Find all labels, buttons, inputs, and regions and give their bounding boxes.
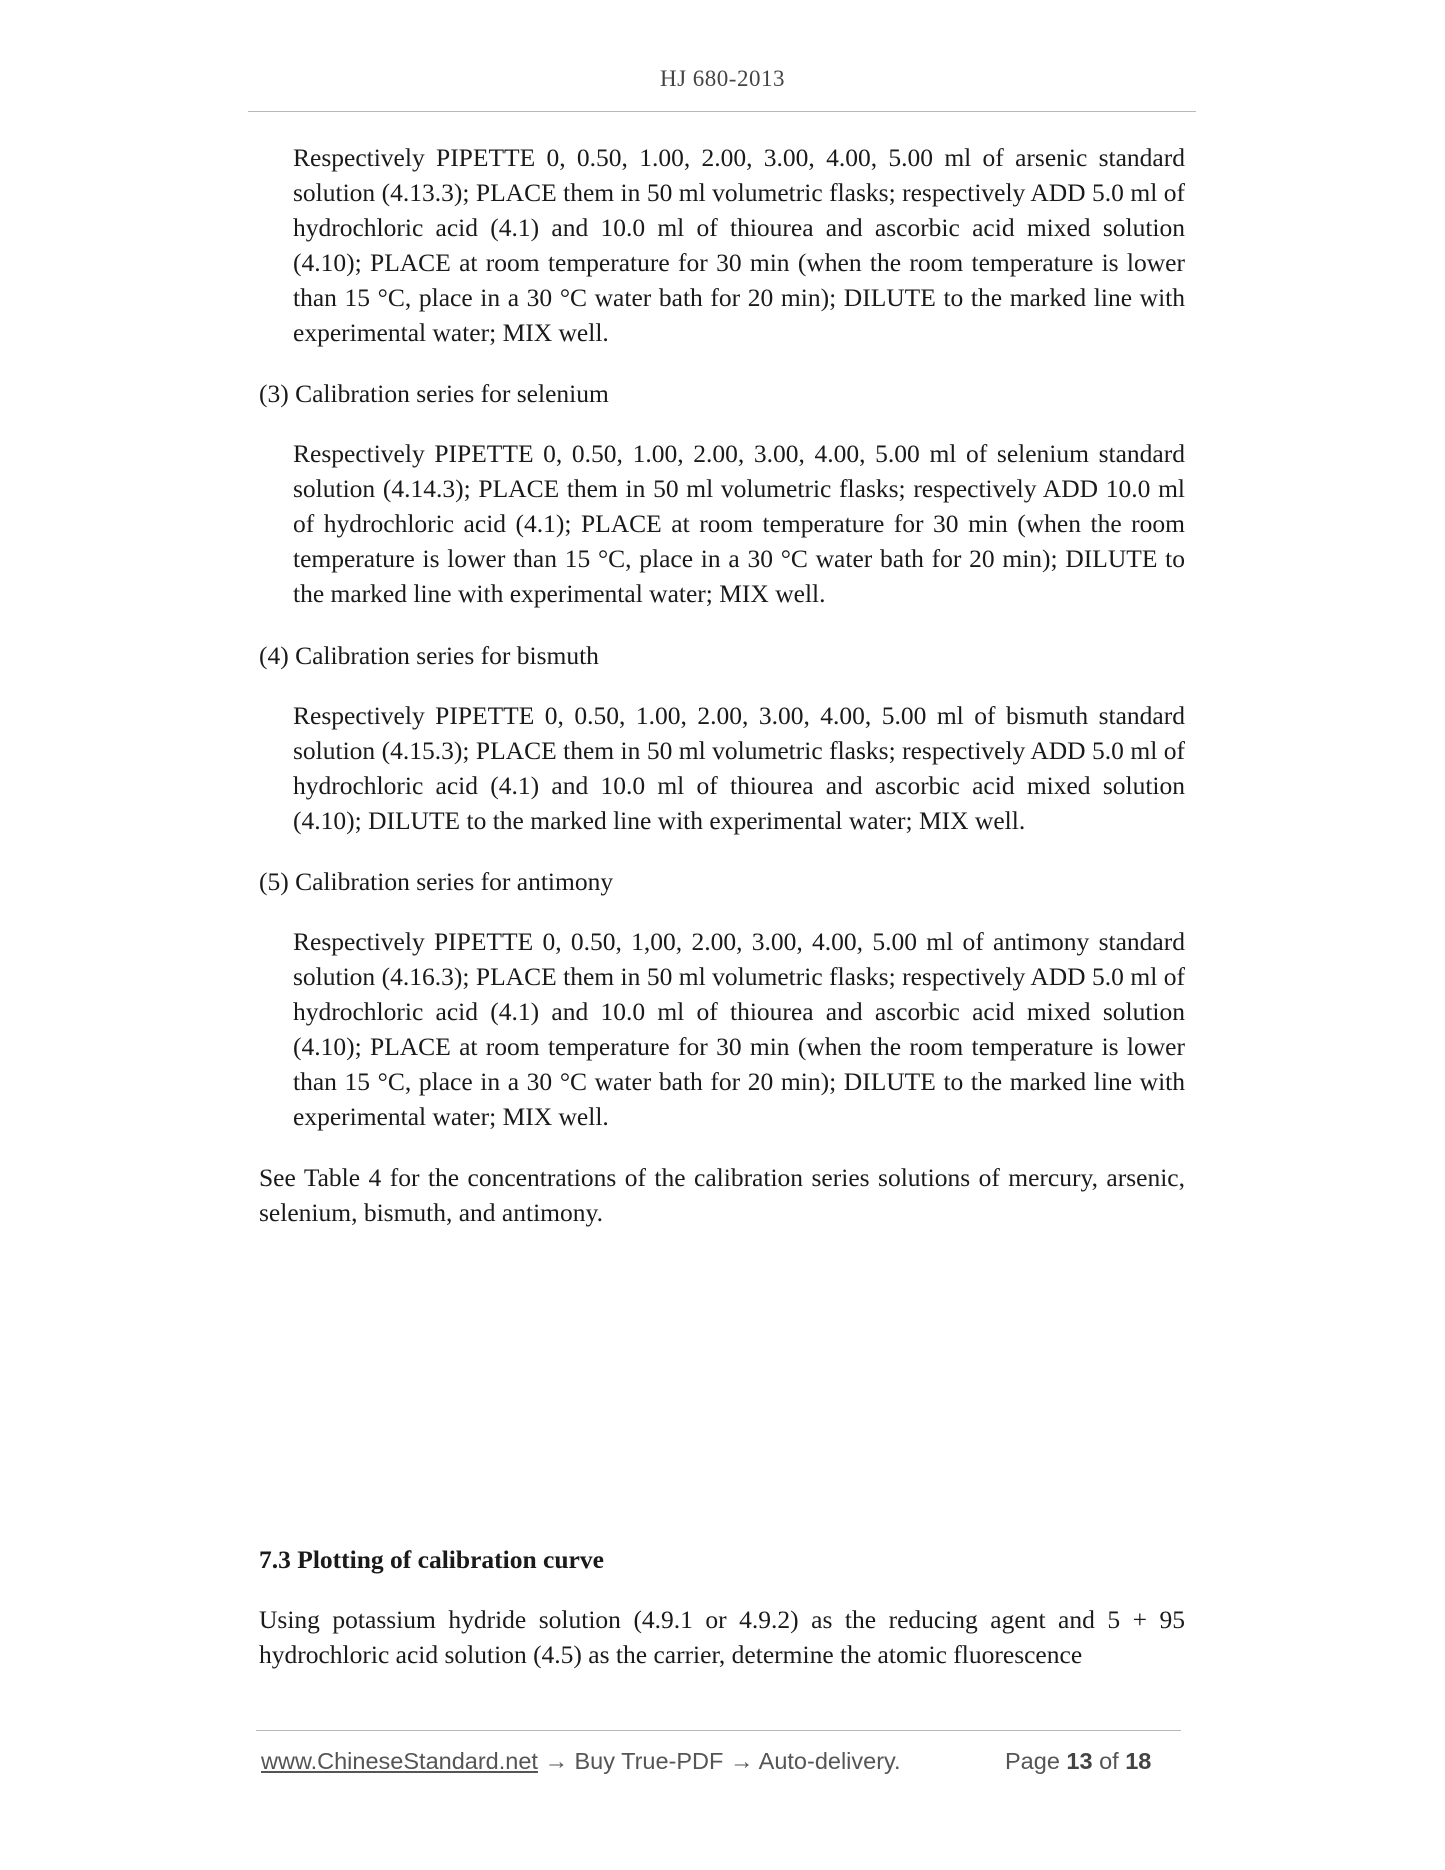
total-pages: 18 [1125, 1748, 1152, 1774]
website-link[interactable]: www.ChineseStandard.net [261, 1748, 538, 1774]
of-label: of [1099, 1748, 1119, 1774]
page-indicator [1005, 1748, 1151, 1775]
page-footer [261, 1748, 1181, 1775]
page-header: HJ 680-2013 [660, 66, 785, 91]
paragraph-arsenic: Respectively PIPETTE 0, 0.50, 1.00, 2.00, 3.00, 4.00, 5.00 ml of arsenic standard solution (4.13.3); PLACE them in 50 ml volumetric flasks; respectively ADD 5.0 ml of hydrochloric acid (4.1) and 10.0 ml of thiourea and ascorbic acid mixed solution (4.10); PLACE at room temperature for 30 min (when the room temperature is lower than 15 °C, place in a 30 °C water bath for 20 min); DILUTE to the marked line with experimental water; MIX well. [293, 143, 1185, 347]
paragraph-bismuth: Respectively PIPETTE 0, 0.50, 1.00, 2.00, 3.00, 4.00, 5.00 ml of bismuth standard solution (4.15.3); PLACE them in 50 ml volumetric flasks; respectively ADD 5.0 ml of hydrochloric acid (4.1) and 10.0 ml of thiourea and ascorbic acid mixed solution (4.10); DILUTE to the marked line with experimental water; MIX well. [293, 701, 1185, 835]
heading-selenium: (3) Calibration series for selenium [259, 379, 609, 408]
footer-divider [256, 1730, 1181, 1731]
heading-antimony: (5) Calibration series for antimony [259, 867, 614, 896]
paragraph-section: Using potassium hydride solution (4.9.1 or 4.9.2) as the reducing agent and 5 + 95 hydrochloric acid solution (4.5) as the carrier, determine the atomic fluorescence [259, 1605, 1185, 1669]
footer-tagline: → Buy True-PDF → Auto-delivery. [537, 1748, 901, 1774]
heading-bismuth: (4) Calibration series for bismuth [259, 641, 599, 670]
header-divider [248, 111, 1196, 112]
page-label: Page [1005, 1748, 1060, 1774]
paragraph-selenium: Respectively PIPETTE 0, 0.50, 1.00, 2.00, 3.00, 4.00, 5.00 ml of selenium standard solution (4.14.3); PLACE them in 50 ml volumetric flasks; respectively ADD 10.0 ml of hydrochloric acid (4.1); PLACE at room temperature for 30 min (when the room temperature is lower than 15 °C, place in a 30 °C water bath for 20 min); DILUTE to the marked line with experimental water; MIX well. [293, 439, 1185, 608]
page-number: 13 [1066, 1748, 1093, 1774]
paragraph-antimony: Respectively PIPETTE 0, 0.50, 1,00, 2.00, 3.00, 4.00, 5.00 ml of antimony standard solution (4.16.3); PLACE them in 50 ml volumetric flasks; respectively ADD 5.0 ml of hydrochloric acid (4.1) and 10.0 ml of thiourea and ascorbic acid mixed solution (4.10); PLACE at room temperature for 30 min (when the room temperature is lower than 15 °C, place in a 30 °C water bath for 20 min); DILUTE to the marked line with experimental water; MIX well. [293, 927, 1185, 1131]
paragraph-table-note: See Table 4 for the concentrations of the calibration series solutions of mercury, arsenic, selenium, bismuth, and antimony. [259, 1163, 1185, 1227]
section-heading: 7.3 Plotting of calibration curve [259, 1545, 604, 1574]
